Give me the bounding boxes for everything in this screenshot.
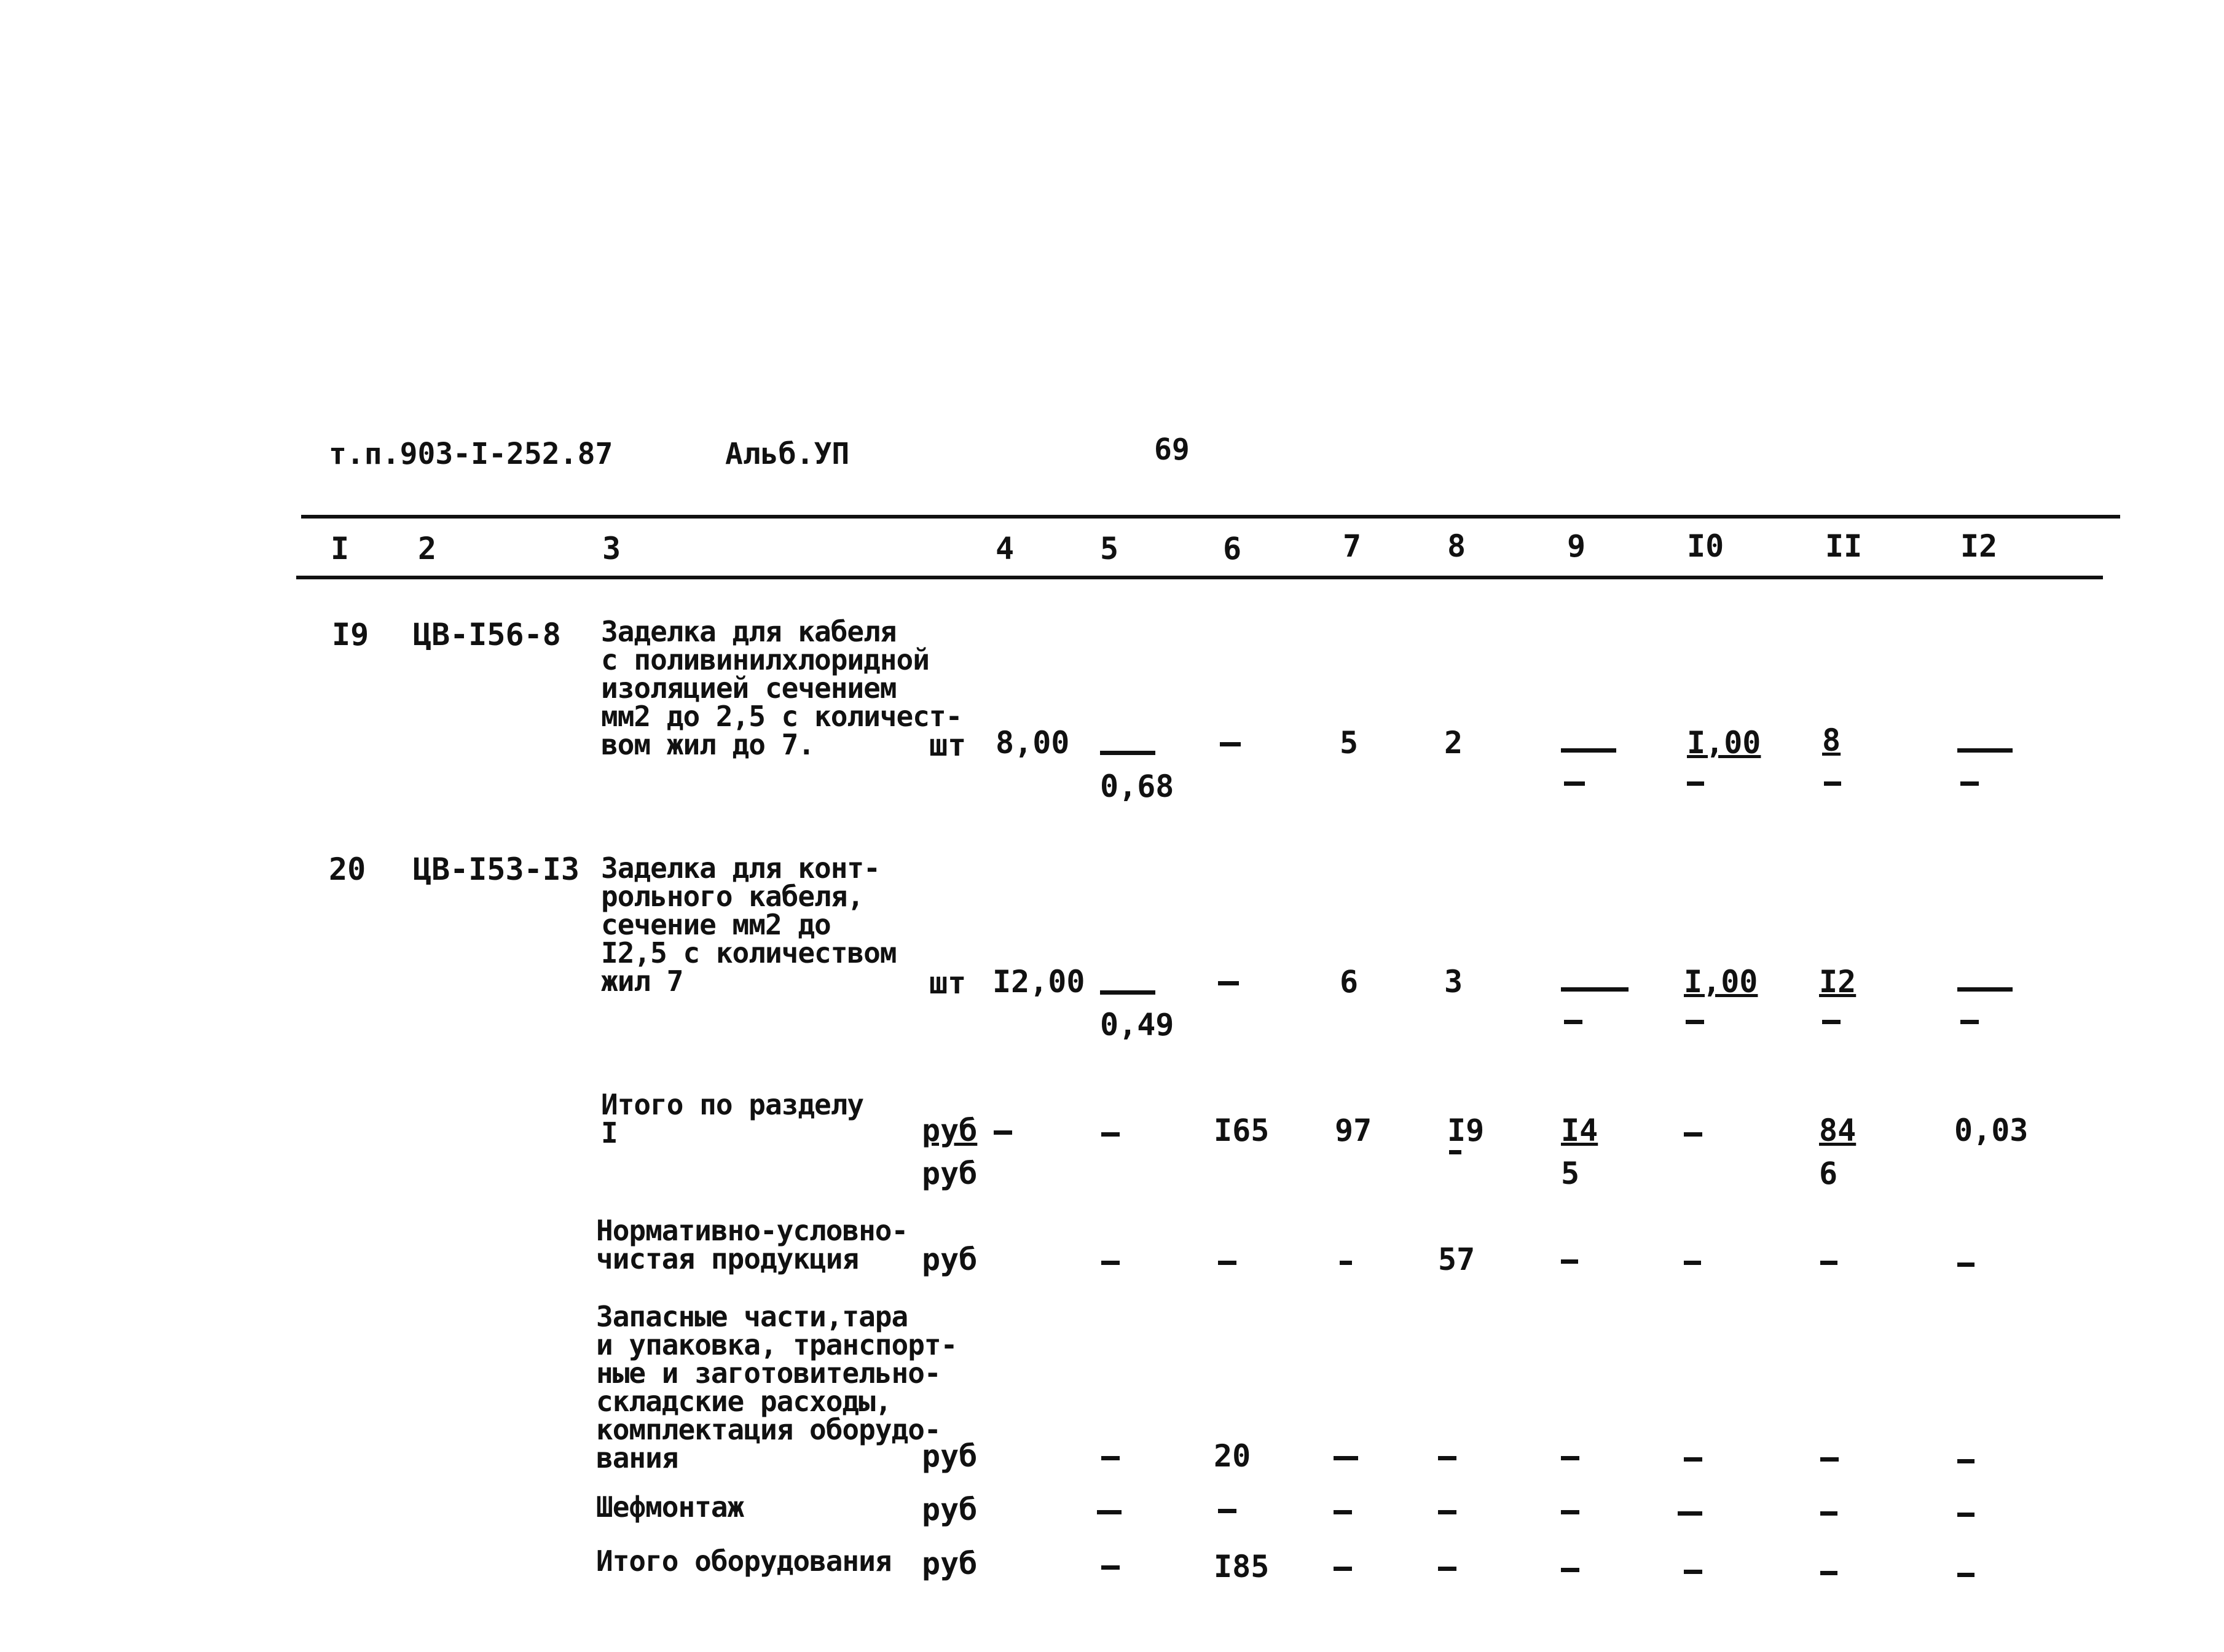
column-header-6: 6 <box>1223 531 1242 566</box>
page-number: 69 <box>1154 433 1190 467</box>
net-output-col8-value: 57 <box>1438 1242 1475 1277</box>
row-20-quantity: I2,00 <box>992 964 1085 1000</box>
row-20-col12-bottom-dash <box>1960 1020 1979 1024</box>
spare-parts-col6-value: 20 <box>1214 1438 1251 1474</box>
section-total-col11-bottom: 6 <box>1819 1156 1838 1191</box>
net-output-col10-dash <box>1684 1261 1701 1265</box>
supervision-col12-dash <box>1957 1513 1974 1517</box>
album-label: Альб.УП <box>725 437 850 471</box>
supervision-col11-dash <box>1820 1511 1837 1516</box>
row-20-col11-bottom-dash <box>1822 1020 1841 1024</box>
row-20-code: ЦВ-I53-I3 <box>413 851 580 887</box>
section-total-label: Итого по разделу I <box>601 1088 864 1149</box>
row-19-col7-value: 5 <box>1340 725 1359 761</box>
section-total-unit-top: руб <box>922 1113 978 1148</box>
spare-parts-col8-dash <box>1438 1456 1456 1460</box>
row-20-col6-dash <box>1218 981 1239 985</box>
equipment-total-unit: руб <box>922 1546 978 1581</box>
row-19-col9-rule <box>1561 748 1616 753</box>
equipment-total-label: Итого оборудования <box>596 1544 892 1578</box>
equipment-total-col11-dash <box>1820 1571 1837 1575</box>
row-20-description: Заделка для конт- рольного кабеля, сечение мм2 до I2,5 с количеством жил 7 <box>601 851 897 998</box>
section-total-col10-dash <box>1684 1132 1702 1137</box>
row-19-col6-dash <box>1220 742 1241 746</box>
row-19-quantity: 8,00 <box>996 725 1070 761</box>
section-total-col7-value: 97 <box>1335 1113 1372 1148</box>
spare-parts-col7-dash <box>1334 1456 1358 1460</box>
row-19-col10-bottom-dash <box>1687 781 1704 786</box>
row-20-number: 20 <box>329 851 366 887</box>
equipment-total-col9-dash <box>1561 1568 1579 1572</box>
net-output-unit: руб <box>922 1242 978 1277</box>
row-19-col8-value: 2 <box>1444 725 1463 761</box>
net-output-label: Нормативно-условно- чистая продукция <box>596 1214 908 1275</box>
supervision-col10-dash <box>1678 1511 1702 1516</box>
row-20-col7-value: 6 <box>1340 964 1359 1000</box>
row-19-description: Заделка для кабеля с поливинилхлоридной изоляцией сечением мм2 до 2,5 с количест- вом жил до 7. <box>601 615 962 761</box>
spare-parts-col9-dash <box>1561 1456 1579 1460</box>
net-output-col7-dash <box>1340 1261 1352 1265</box>
row-20-col9-bottom-dash <box>1564 1020 1582 1024</box>
column-header-8: 8 <box>1447 528 1466 564</box>
row-20-col10-bottom-dash <box>1686 1020 1704 1024</box>
document-reference: т.п.903-I-252.87 <box>329 437 613 471</box>
supervision-unit: руб <box>922 1492 978 1527</box>
section-total-unit-bottom: руб <box>922 1156 978 1191</box>
supervision-label: Шефмонтаж <box>596 1490 744 1524</box>
column-header-10: I0 <box>1687 528 1724 564</box>
equipment-total-col5-dash <box>1101 1565 1120 1570</box>
row-20-col5-rule <box>1100 990 1155 995</box>
equipment-total-col10-dash <box>1684 1570 1702 1574</box>
section-total-col11-top: 84 <box>1819 1113 1857 1148</box>
row-19-unit: шт <box>929 727 967 763</box>
supervision-col8-dash <box>1438 1510 1456 1514</box>
column-header-3: 3 <box>602 531 621 566</box>
equipment-total-col8-dash <box>1438 1567 1456 1571</box>
net-output-col11-dash <box>1820 1261 1837 1265</box>
spare-parts-col10-dash <box>1684 1457 1702 1462</box>
column-header-1: I <box>331 531 350 566</box>
column-header-11: II <box>1825 528 1863 564</box>
section-total-col6-value: I65 <box>1214 1113 1270 1148</box>
net-output-col12-dash <box>1957 1262 1974 1267</box>
row-19-col12-rule <box>1957 748 2013 753</box>
row-19-number: I9 <box>332 617 369 652</box>
supervision-col5-dash <box>1097 1510 1122 1514</box>
section-total-col4-dash <box>994 1130 1012 1135</box>
row-19-col5-value: 0,68 <box>1100 769 1174 804</box>
row-20-col10-value: I,00 <box>1684 964 1758 1000</box>
section-total-col9-top: I4 <box>1561 1113 1598 1148</box>
row-19-code: ЦВ-I56-8 <box>413 617 561 652</box>
row-20-col8-value: 3 <box>1444 964 1463 1000</box>
section-total-col12-value: 0,03 <box>1954 1113 2029 1148</box>
spare-parts-label: Запасные части,тара и упаковка, транспорт- ные и заготовительно- складские расходы, комплектация оборудо- вания <box>596 1300 957 1474</box>
column-header-5: 5 <box>1100 531 1119 566</box>
equipment-total-col12-dash <box>1957 1573 1974 1577</box>
row-20-col9-rule <box>1561 987 1629 992</box>
net-output-col5-dash <box>1101 1261 1120 1265</box>
row-20-unit: шт <box>929 965 967 1001</box>
equipment-total-col6-value: I85 <box>1214 1549 1270 1584</box>
spare-parts-col5-dash <box>1101 1456 1120 1460</box>
net-output-col9-dash <box>1561 1259 1578 1264</box>
row-19-col12-bottom-dash <box>1960 781 1979 786</box>
row-19-col9-bottom-dash <box>1564 781 1585 786</box>
spare-parts-col12-dash <box>1957 1459 1974 1463</box>
supervision-col7-dash <box>1334 1510 1352 1514</box>
spare-parts-unit: руб <box>922 1438 978 1474</box>
row-19-col11-bottom-dash <box>1824 781 1841 786</box>
section-total-col5-dash <box>1101 1132 1120 1137</box>
column-header-4: 4 <box>996 531 1015 566</box>
section-total-col8-value: I9 <box>1447 1113 1485 1148</box>
table-top-rule <box>301 515 2120 519</box>
row-19-col10-value: I,00 <box>1687 725 1761 761</box>
column-header-9: 9 <box>1567 528 1586 564</box>
spare-parts-col11-dash <box>1820 1457 1839 1462</box>
row-19-col5-rule <box>1100 751 1155 755</box>
net-output-col6-dash <box>1218 1261 1236 1265</box>
column-header-7: 7 <box>1343 528 1362 564</box>
section-total-col8-bottom-dash <box>1449 1150 1461 1154</box>
row-20-col11-value: I2 <box>1819 964 1857 1000</box>
supervision-col9-dash <box>1561 1510 1579 1514</box>
row-20-col5-value: 0,49 <box>1100 1007 1174 1043</box>
row-19-col11-value: 8 <box>1822 722 1841 758</box>
row-20-col12-rule <box>1957 987 2013 992</box>
section-total-col9-bottom: 5 <box>1561 1156 1580 1191</box>
table-header-bottom-rule <box>296 576 2103 579</box>
column-header-2: 2 <box>418 531 437 566</box>
equipment-total-col7-dash <box>1334 1567 1352 1571</box>
column-header-12: I2 <box>1960 528 1998 564</box>
supervision-col6-dash <box>1218 1509 1236 1513</box>
